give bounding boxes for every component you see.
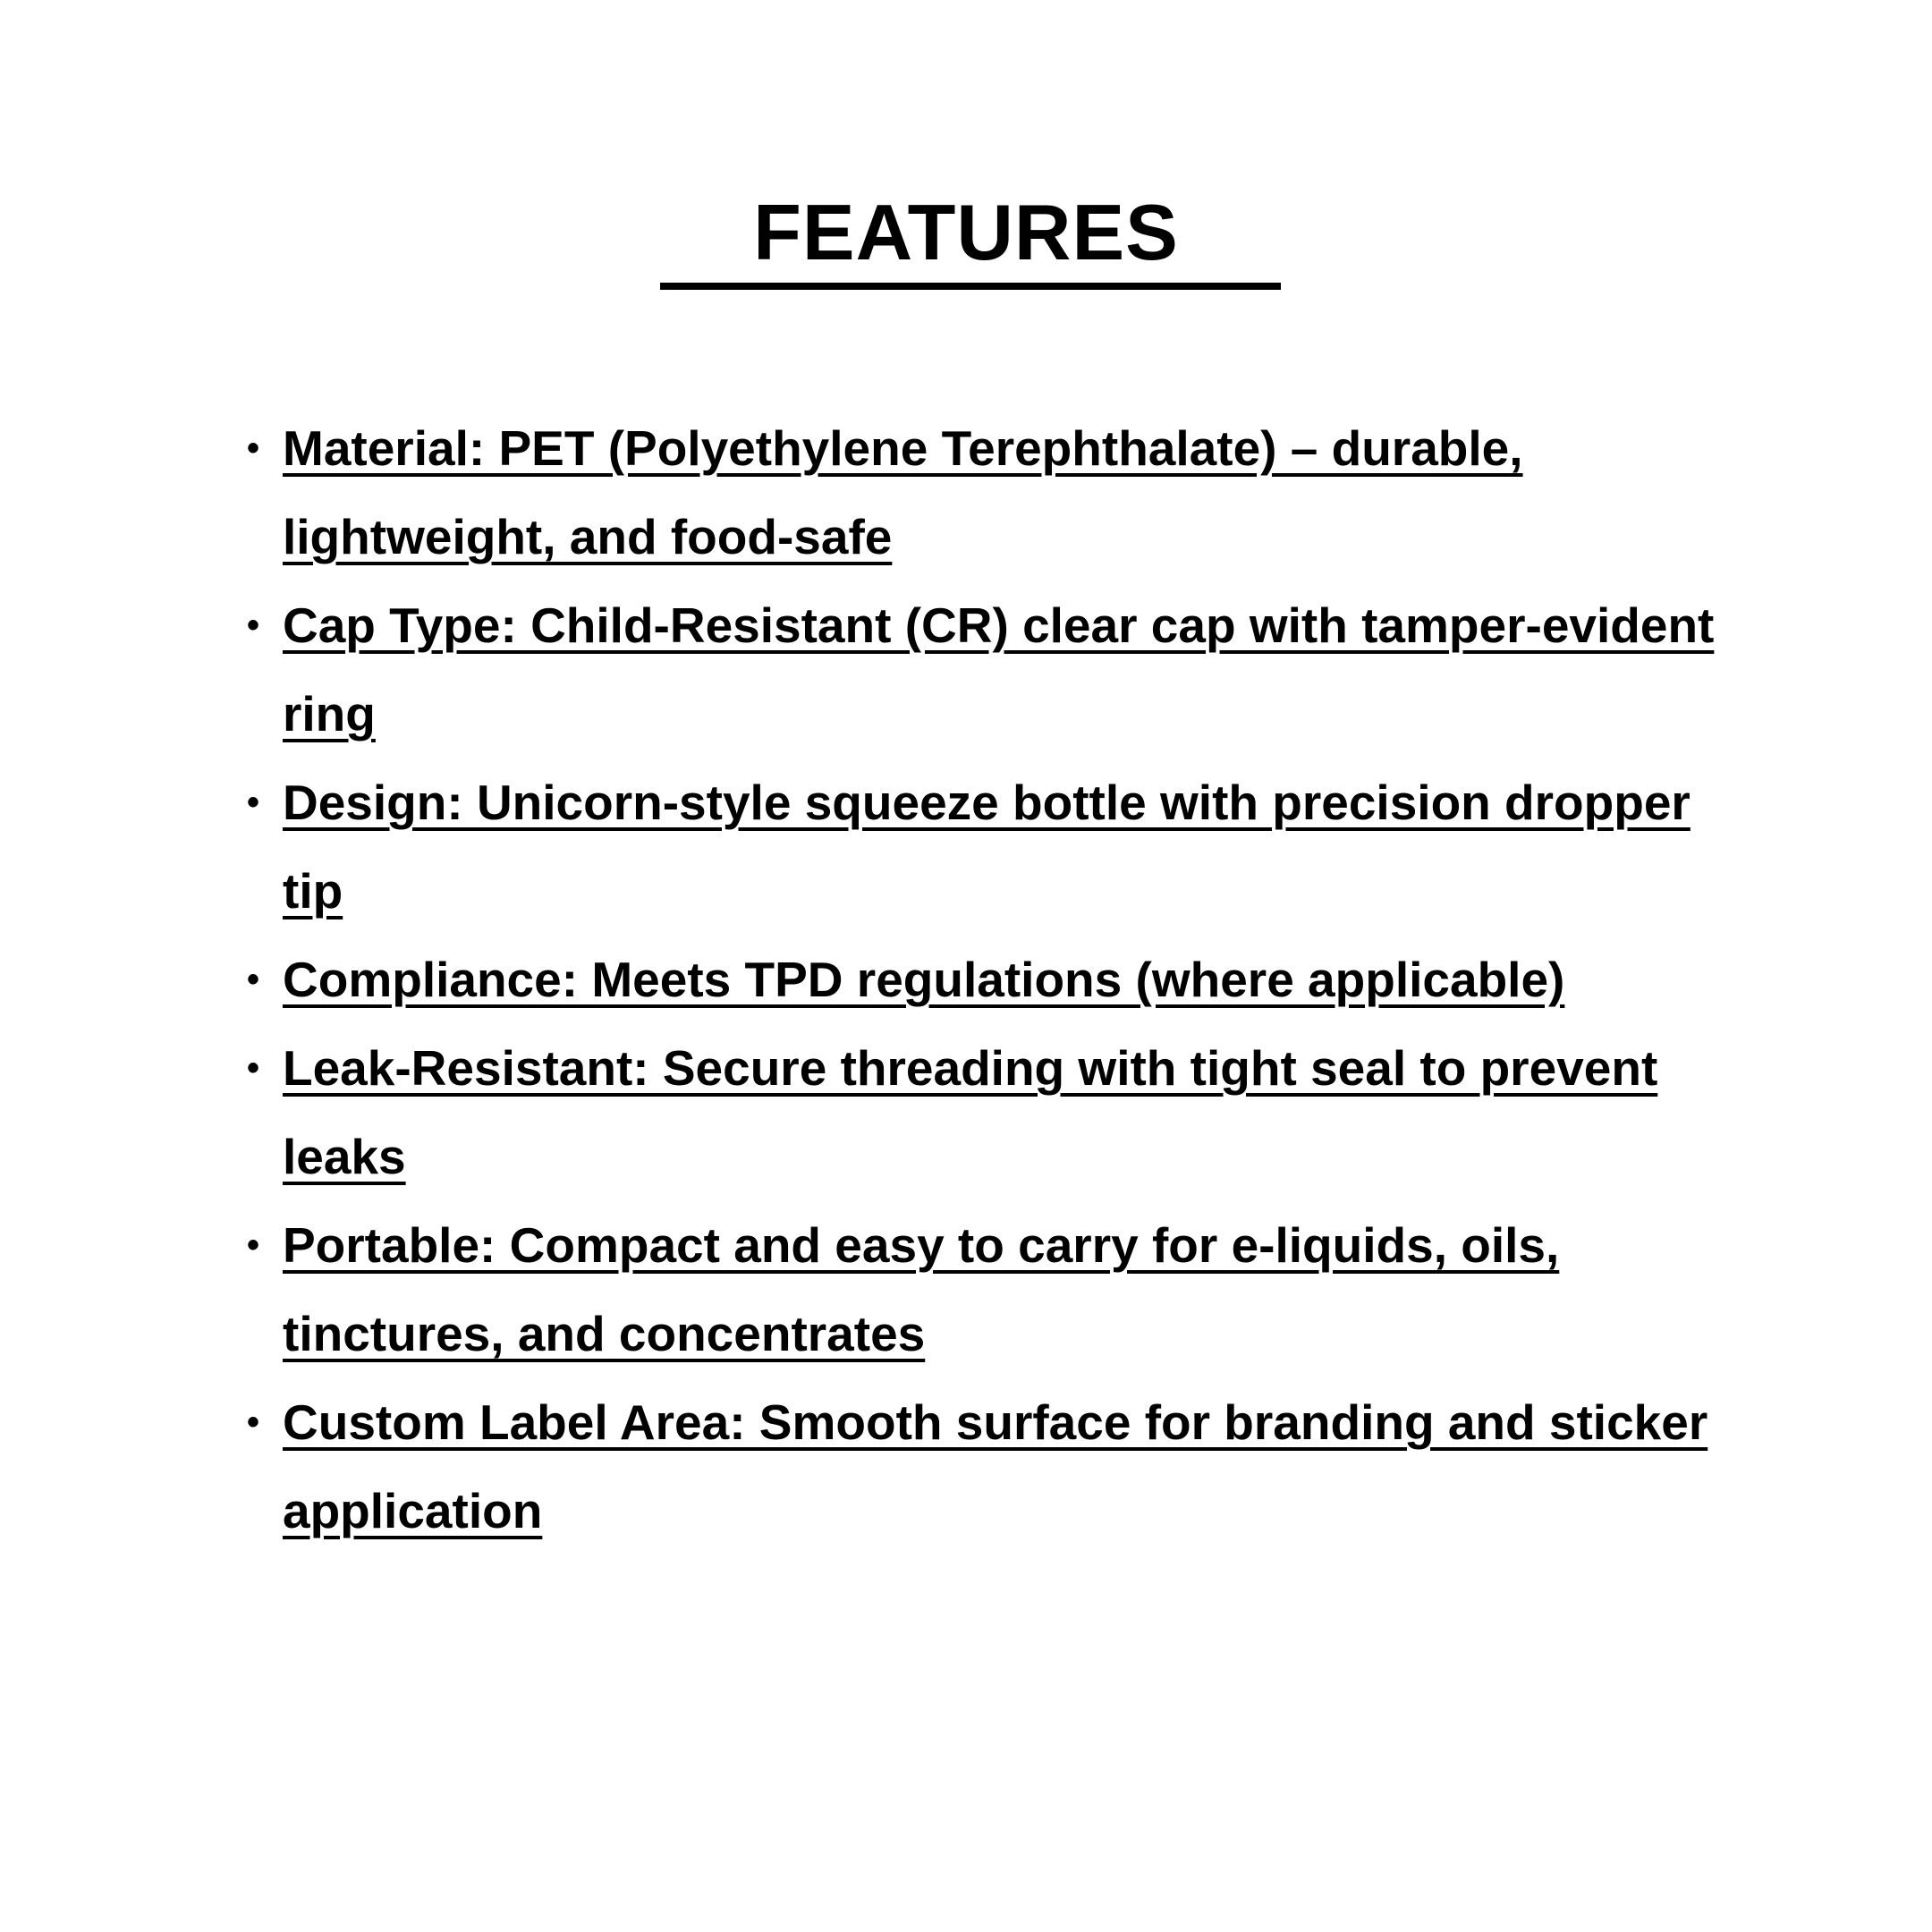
title-underline-rule: [660, 283, 1281, 290]
list-item: [242, 1201, 1744, 1378]
bullet-icon: •: [247, 1048, 260, 1088]
feature-text: Design: Unicorn-style squeeze bottle with precision dropper tip: [283, 775, 1690, 919]
bullet-icon: •: [247, 1225, 260, 1265]
feature-text: Custom Label Area: Smooth surface for branding and sticker application: [283, 1394, 1708, 1538]
bullet-icon: •: [247, 428, 260, 468]
bullet-icon: •: [247, 783, 260, 822]
list-item: [242, 404, 1744, 581]
bullet-icon: •: [247, 960, 260, 999]
feature-text: Leak-Resistant: Secure threading with tight seal to prevent leaks: [283, 1040, 1658, 1184]
feature-text: Compliance: Meets TPD regulations (where applicable): [283, 952, 1565, 1007]
list-item: [242, 936, 1744, 1024]
bullet-icon: •: [247, 606, 260, 645]
list-item: [242, 1378, 1744, 1555]
features-list: [242, 404, 1744, 1555]
list-item: [242, 1024, 1744, 1201]
feature-text: Cap Type: Child-Resistant (CR) clear cap with tamper-evident ring: [283, 597, 1715, 741]
feature-text: Material: PET (Polyethylene Terephthalate) – durable, lightweight, and food-safe: [283, 420, 1523, 564]
bullet-icon: •: [247, 1402, 260, 1442]
feature-text: Portable: Compact and easy to carry for e-liquids, oils, tinctures, and concentrates: [283, 1217, 1560, 1361]
page-title: FEATURES: [753, 188, 1179, 276]
list-item: [242, 581, 1744, 758]
list-item: [242, 758, 1744, 936]
